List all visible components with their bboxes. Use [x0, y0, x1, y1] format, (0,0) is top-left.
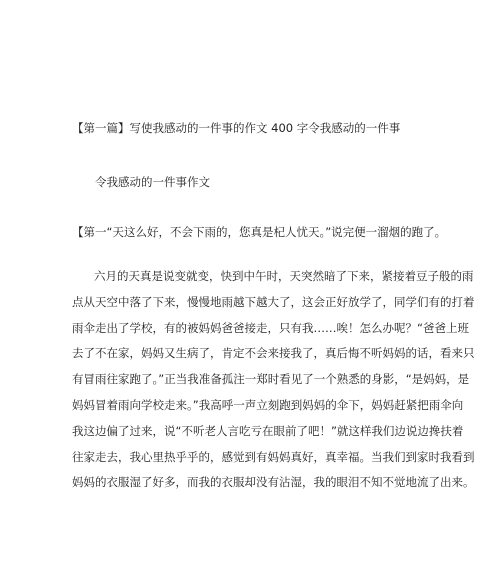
document-subtitle: 令我感动的一件事作文 — [95, 175, 210, 189]
paragraph-line: 往家走去，我心里热乎乎的，感觉到有妈妈真好，真幸福。当我们到家时我看到 — [72, 449, 475, 464]
paragraph-line: 点从天空中落了下来，慢慢地雨越下越大了，这会正好放学了，同学们有的打着 — [72, 294, 475, 309]
paragraph-line: 妈妈的衣服湿了好多，而我的衣服却没有沾湿，我的眼泪不知不觉地流了出来。 — [72, 475, 475, 490]
paragraph-line: 妈妈冒着雨向学校走来。”我高呼一声立刻跑到妈妈的伞下，妈妈赶紧把雨伞向 — [72, 397, 464, 412]
lead-sentence: 【第一“天这么好，不会下雨的，您真是杞人忧天。”说完便一溜烟的跑了。 — [72, 225, 447, 239]
document-title: 【第一篇】写使我感动的一件事的作文 400 字令我感动的一件事 — [72, 121, 401, 135]
paragraph-line: 六月的天真是说变就变，快到中午时，天突然暗了下来，紧接着豆子般的雨 — [94, 269, 474, 283]
paragraph-line: 我这边偏了过来，说“不听老人言吃亏在眼前了吧！”就这样我们边说边搀扶着 — [72, 423, 464, 438]
paragraph-line: 去了不在家，妈妈又生病了，肯定不会来接我了，真后悔不听妈妈的话，看来只 — [72, 346, 475, 361]
paragraph-line: 有冒雨往家跑了。”正当我准备孤注一郑时看见了一个熟悉的身影，“是妈妈，是 — [72, 372, 470, 387]
body-paragraph — [72, 268, 475, 500]
paragraph-line: 雨伞走出了学校，有的被妈妈爸爸接走，只有我……唉！怎么办呢？“爸爸上班 — [72, 320, 469, 335]
